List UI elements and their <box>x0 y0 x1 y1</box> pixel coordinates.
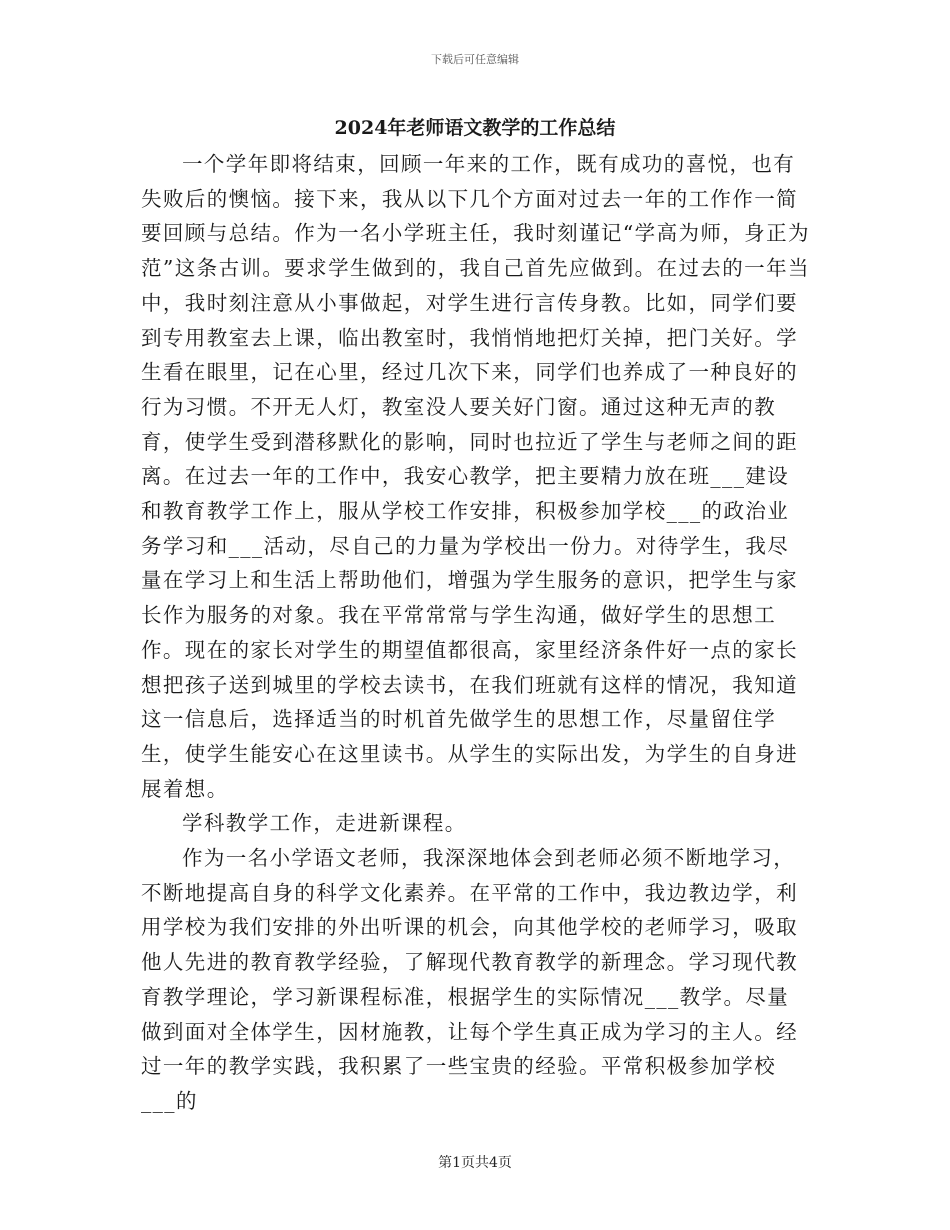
page-header-note: 下载后可任意编辑 <box>431 53 519 66</box>
paragraph-teaching: 作为一名小学语文老师，我深深地体会到老师必须不断地学习，不断地提高自身的科学文化素养。在平常的工作中，我边教边学，利用学校为我们安排的外出听课的机会，向其他学校的老师学习，吸取他人先进的教育教学经验，了解现代教育教学的新理念。学习现代教育教学理论，学习新课程标准，根据学生的实际情况___教学。尽量做到面对全体学生，因材施教，让每个学生真正成为学习的主人。经过一年的教学实践，我积累了一些宝贵的经验。平常积极参加学校___的 <box>141 846 798 1113</box>
paragraph-intro: 一个学年即将结束，回顾一年来的工作，既有成功的喜悦，也有失败后的懊恼。接下来，我从以下几个方面对过去一年的工作作一简要回顾与总结。作为一名小学班主任，我时刻谨记“学高为师，身正为范”这条古训。要求学生做到的，我自己首先应做到。在过去的一年当中，我时刻注意从小事做起，对学生进行言传身教。比如，同学们要到专用教室去上课，临出教室时，我悄悄地把灯关掉，把门关好。学生看在眼里，记在心里，经过几次下来，同学们也养成了一种良好的行为习惯。不开无人灯，教室没人要关好门窗。通过这种无声的教育，使学生受到潜移默化的影响，同时也拉近了学生与老师之间的距离。在过去一年的工作中，我安心教学，把主要精力放在班___建设和教育教学工作上，服从学校工作安排，积极参加学校___的政治业务学习和___活动，尽自己的力量为学校出一份力。对待学生，我尽量在学习上和生活上帮助他们，增强为学生服务的意识，把学生与家长作为服务的对象。我在平常常常与学生沟通，做好学生的思想工作。现在的家长对学生的期望值都很高，家里经济条件好一点的家长想把孩子送到城里的学校去读书，在我们班就有这样的情况，我知道这一信息后，选择适当的时机首先做学生的思想工作，尽量留住学生，使学生能安心在这里读书。从学生的实际出发，为学生的自身进展着想。 <box>141 152 810 801</box>
page-number: 第1页共4页 <box>438 1155 512 1171</box>
paragraph-section-heading: 学科教学工作，走进新课程。 <box>182 811 467 836</box>
document-title: 2024年老师语文教学的工作总结 <box>334 117 616 139</box>
document-body <box>141 147 811 1119</box>
